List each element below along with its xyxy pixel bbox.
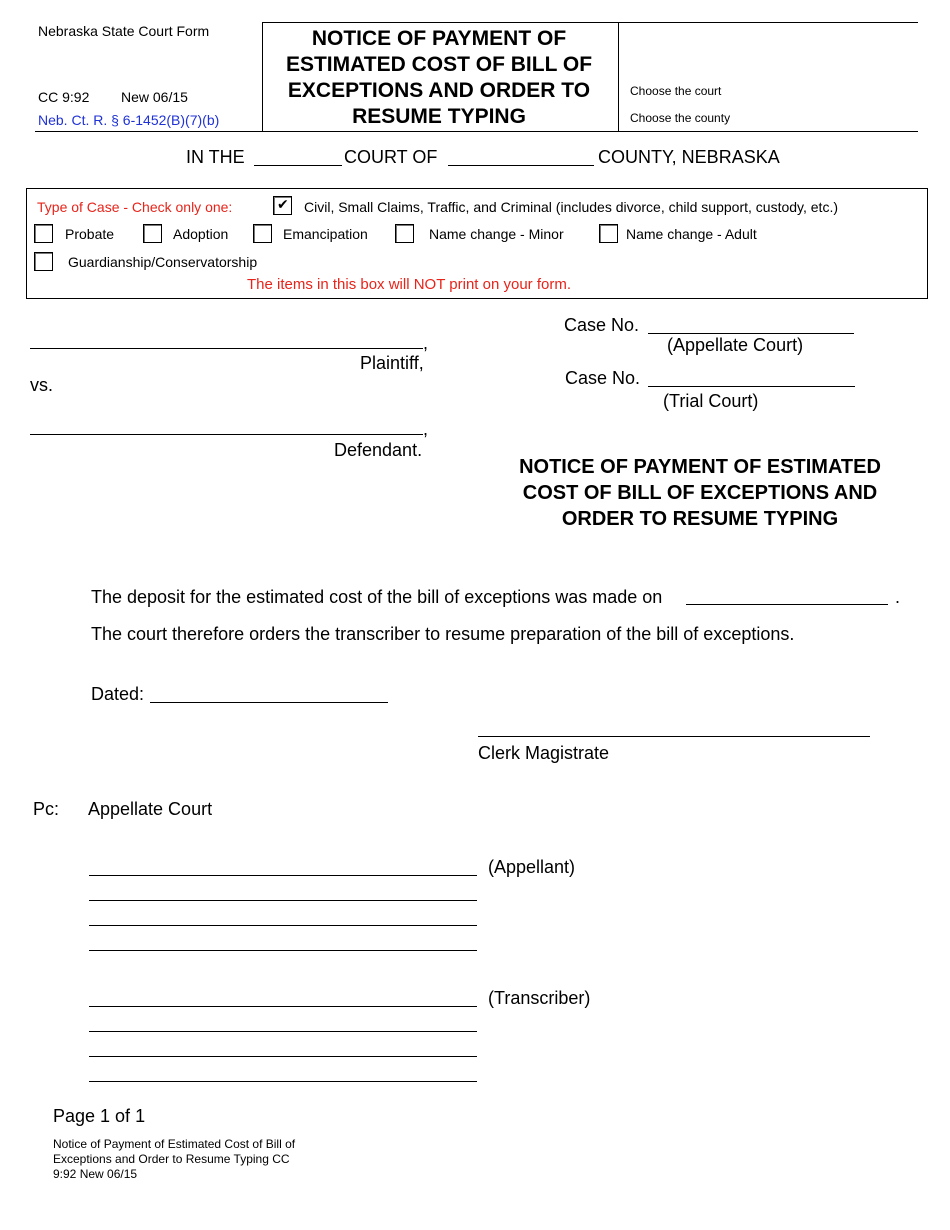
trial-case-no-field[interactable]	[648, 386, 855, 387]
option-name-change-adult-label: Name change - Adult	[626, 226, 757, 242]
plaintiff-label: Plaintiff,	[360, 353, 424, 373]
appellant-address-line[interactable]	[89, 925, 477, 926]
signature-role: Clerk Magistrate	[478, 743, 610, 763]
caption-in-the: IN THE	[186, 147, 245, 167]
trial-court-label: (Trial Court)	[663, 391, 759, 411]
defendant-name-field[interactable]	[30, 434, 423, 435]
deposit-date-field[interactable]	[686, 604, 888, 605]
transcriber-address-line[interactable]	[89, 1081, 477, 1082]
checkbox-name-change-adult[interactable]	[599, 224, 618, 243]
form-version: New 06/15	[121, 89, 188, 105]
order-statement: The court therefore orders the transcriber to resume preparation of the bill of exceptions.	[91, 624, 795, 644]
checkbox-name-change-minor[interactable]	[395, 224, 414, 243]
footer-form-description	[53, 1137, 295, 1182]
header-divider-right	[618, 22, 619, 131]
appellate-court-label: (Appellate Court)	[667, 335, 804, 355]
transcriber-label: (Transcriber)	[488, 988, 591, 1008]
option-emancipation-label: Emancipation	[283, 226, 368, 242]
footer-line: 9:92 New 06/15	[53, 1167, 138, 1181]
vs-label: vs.	[30, 375, 54, 395]
appellate-case-no-field[interactable]	[648, 333, 854, 334]
footer-line: Exceptions and Order to Resume Typing CC	[53, 1152, 290, 1166]
signature-line[interactable]	[478, 736, 870, 737]
checkbox-guardianship[interactable]	[34, 252, 53, 271]
rule-citation-link[interactable]: Neb. Ct. R. § 6-1452(B)(7)(b)	[38, 112, 220, 128]
deposit-statement: The deposit for the estimated cost of the bill of exceptions was made on	[91, 587, 663, 607]
court-select[interactable]: Choose the court	[630, 84, 722, 98]
appellate-case-no-label: Case No.	[564, 315, 640, 335]
checkbox-civil[interactable]	[273, 196, 292, 215]
court-name-field[interactable]	[254, 165, 342, 166]
option-name-change-minor-label: Name change - Minor	[429, 226, 564, 242]
no-print-notice: The items in this box will NOT print on your form.	[247, 276, 571, 293]
option-guardianship-label: Guardianship/Conservatorship	[68, 254, 258, 270]
appellant-address-line[interactable]	[89, 900, 477, 901]
header-title-line: ESTIMATED COST OF BILL OF	[285, 53, 593, 76]
county-select[interactable]: Choose the county	[630, 111, 731, 125]
header-top-rule	[262, 22, 918, 23]
defendant-label: Defendant.	[334, 440, 423, 460]
option-civil-label: Civil, Small Claims, Traffic, and Criminal (includes divorce, child support, custody, etc.)	[304, 199, 838, 215]
appellate-court-copy: Appellate Court	[88, 799, 213, 819]
caption-county-state: COUNTY, NEBRASKA	[598, 147, 780, 167]
document-title	[470, 454, 930, 532]
header-bottom-rule	[35, 131, 918, 132]
page-number: Page 1 of 1	[53, 1106, 146, 1126]
form-code: CC 9:92	[38, 89, 90, 105]
option-adoption-label: Adoption	[173, 226, 229, 242]
header-divider-left	[262, 22, 263, 131]
caption-court-of: COURT OF	[344, 147, 438, 167]
option-probate-label: Probate	[65, 226, 115, 242]
appellant-label: (Appellant)	[488, 857, 576, 877]
transcriber-address-line[interactable]	[89, 1006, 477, 1007]
document-title-line: ORDER TO RESUME TYPING	[561, 508, 839, 530]
pc-label: Pc:	[33, 799, 60, 819]
checkbox-probate[interactable]	[34, 224, 53, 243]
appellant-address-line[interactable]	[89, 875, 477, 876]
footer-line: Notice of Payment of Estimated Cost of Bill of	[53, 1137, 296, 1151]
transcriber-address-line[interactable]	[89, 1031, 477, 1032]
deposit-period: .	[895, 587, 901, 607]
header-title-line: NOTICE OF PAYMENT OF	[311, 27, 567, 50]
plaintiff-name-field[interactable]	[30, 348, 423, 349]
document-title-line: NOTICE OF PAYMENT OF ESTIMATED	[519, 456, 881, 478]
case-type-label: Type of Case - Check only one:	[37, 199, 233, 215]
county-name-field[interactable]	[448, 165, 594, 166]
form-name: Nebraska State Court Form	[38, 23, 210, 39]
appellant-address-line[interactable]	[89, 950, 477, 951]
document-title-line: COST OF BILL OF EXCEPTIONS AND	[522, 482, 878, 504]
checkbox-adoption[interactable]	[143, 224, 162, 243]
trial-case-no-label: Case No.	[565, 368, 641, 388]
header-title	[266, 26, 612, 130]
dated-label: Dated:	[91, 684, 145, 704]
checkbox-emancipation[interactable]	[253, 224, 272, 243]
transcriber-address-line[interactable]	[89, 1056, 477, 1057]
dated-field[interactable]	[150, 702, 388, 703]
defendant-comma: ,	[423, 419, 429, 439]
header-title-line: RESUME TYPING	[352, 105, 526, 128]
plaintiff-comma: ,	[423, 333, 429, 353]
header-title-line: EXCEPTIONS AND ORDER TO	[287, 79, 591, 102]
